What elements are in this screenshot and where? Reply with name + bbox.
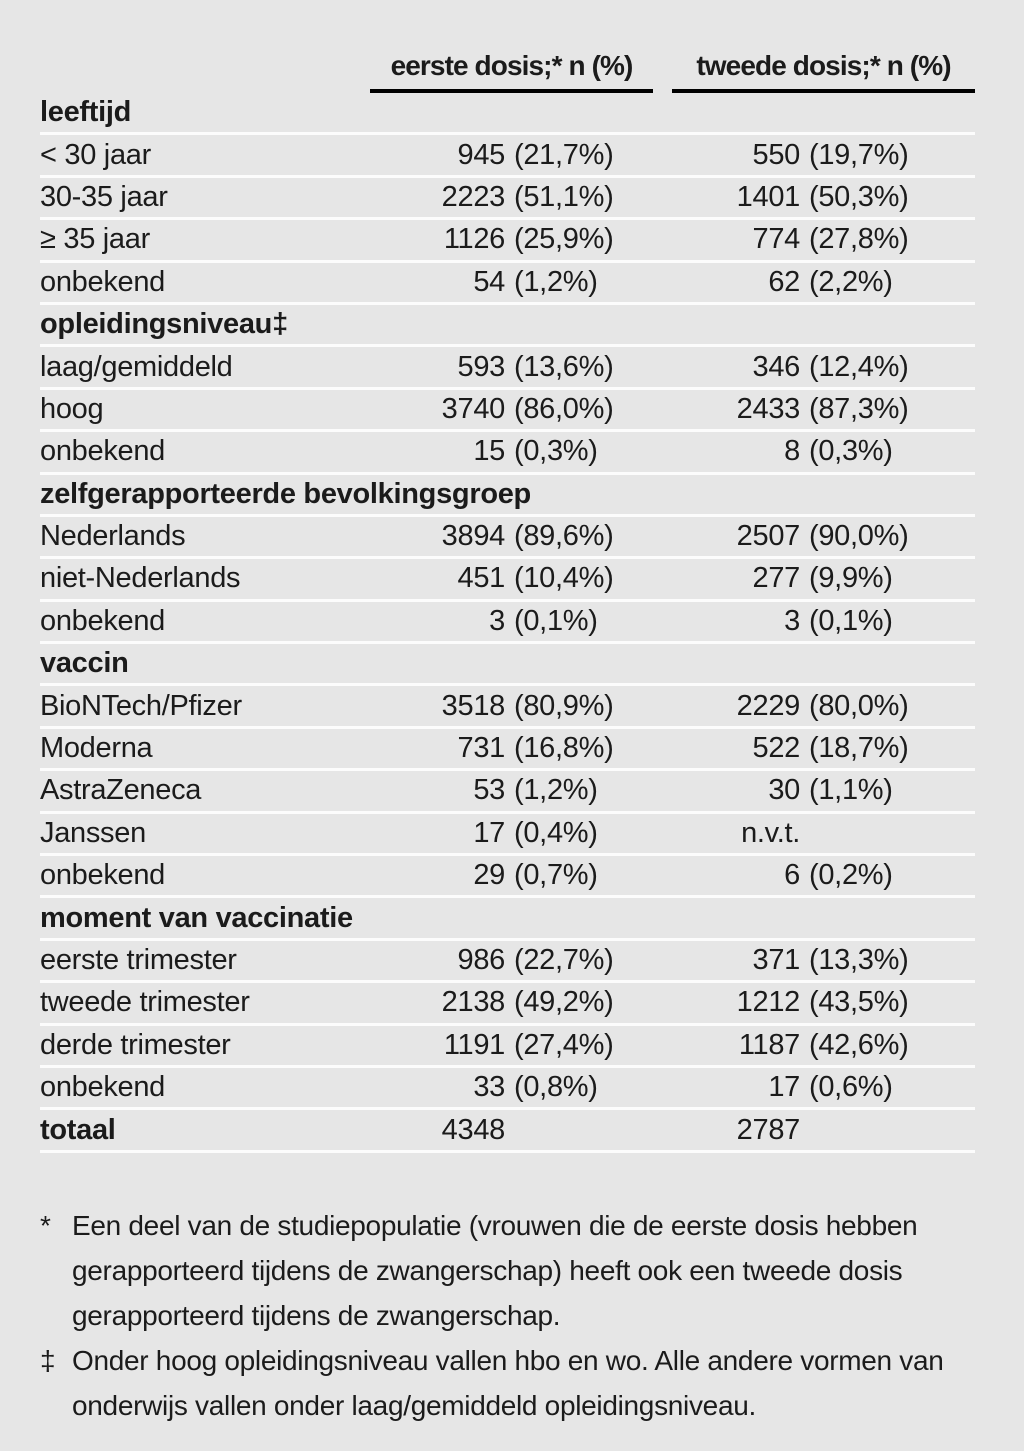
dose1-percent: (10,4%) xyxy=(514,562,614,595)
dose1-percent: (89,6%) xyxy=(514,520,614,553)
dose1-cell xyxy=(370,1114,653,1147)
dose1-percent: (0,7%) xyxy=(514,859,598,892)
dose1-percent: (49,2%) xyxy=(514,986,614,1019)
dose2-cell xyxy=(672,520,975,553)
dose1-cell xyxy=(370,817,653,850)
dose1-cell xyxy=(370,690,653,723)
dose1-count: 2223 xyxy=(441,180,505,213)
dose1-count: 1191 xyxy=(443,1028,505,1061)
dose2-cell xyxy=(672,435,975,468)
dose2-cell xyxy=(672,181,975,214)
dose1-count: 33 xyxy=(473,1071,505,1104)
dose1-percent: (25,9%) xyxy=(514,223,614,256)
dose2-count: 774 xyxy=(752,223,800,256)
row-label: laag/gemiddeld xyxy=(40,350,233,383)
dose2-percent: (0,2%) xyxy=(809,859,893,892)
row-label: eerste trimester xyxy=(40,944,237,976)
table-row xyxy=(40,390,975,432)
footnote xyxy=(40,1203,985,1338)
dose1-cell xyxy=(370,435,653,468)
section-header-row xyxy=(40,475,975,517)
footnote-line: gerapporteerd tijdens de zwangerschap) heeft ook een tweede dosis xyxy=(72,1255,903,1286)
dose1-percent: (1,2%) xyxy=(514,265,598,298)
section-label: zelfgerapporteerde bevolkingsgroep xyxy=(40,477,531,510)
table-body xyxy=(40,93,975,1153)
dose1-percent: (0,8%) xyxy=(514,1071,598,1104)
table-row xyxy=(40,432,975,474)
dose1-percent: (51,1%) xyxy=(514,180,614,213)
table-row xyxy=(40,602,975,644)
dose2-cell xyxy=(672,605,975,638)
row-label: derde trimester xyxy=(40,1028,231,1061)
dose1-cell xyxy=(370,393,653,426)
row-label: Nederlands xyxy=(40,520,186,553)
dose1-count: 731 xyxy=(457,732,505,765)
dose1-percent: (27,4%) xyxy=(514,1028,614,1061)
dose2-count: 2229 xyxy=(736,689,800,722)
row-label: niet-Nederlands xyxy=(40,562,241,595)
dose1-count: 3894 xyxy=(441,520,505,553)
row-label: Moderna xyxy=(40,732,153,765)
footnote-text xyxy=(72,1338,985,1428)
row-label: onbekend xyxy=(40,604,165,637)
row-label: BioNTech/Pfizer xyxy=(40,689,242,722)
table-row xyxy=(40,220,975,262)
dose2-count: 522 xyxy=(752,732,800,765)
row-label: ≥ 35 jaar xyxy=(40,223,150,256)
dose2-cell xyxy=(672,223,975,256)
dose2-count: 371 xyxy=(752,944,800,976)
table-row xyxy=(40,263,975,305)
total-dose1-count: 4348 xyxy=(441,1113,505,1146)
column-header-dose1: eerste dosis;* n (%) xyxy=(370,40,653,93)
dose2-count: 346 xyxy=(752,350,800,383)
dose1-percent: (21,7%) xyxy=(514,138,614,171)
dose2-count: 1187 xyxy=(738,1028,800,1061)
dose2-percent: (0,6%) xyxy=(809,1071,893,1104)
dose2-percent: (80,0%) xyxy=(809,689,909,722)
dose1-cell xyxy=(370,605,653,638)
dose1-count: 3740 xyxy=(441,392,505,425)
total-dose2-count: 2787 xyxy=(736,1113,800,1146)
dose1-cell xyxy=(370,181,653,214)
dose2-cell xyxy=(672,690,975,723)
dose2-count: 1401 xyxy=(736,180,800,213)
dose1-cell xyxy=(370,351,653,384)
dose2-count: n.v.t. xyxy=(741,816,800,849)
dose1-count: 29 xyxy=(473,859,505,892)
dose1-percent: (86,0%) xyxy=(514,392,614,425)
row-label: hoog xyxy=(40,392,104,425)
dose1-cell xyxy=(370,1071,653,1104)
dose2-percent: (13,3%) xyxy=(809,944,909,976)
dose1-count: 17 xyxy=(473,816,505,849)
dose2-count: 2507 xyxy=(736,520,800,553)
table-row xyxy=(40,517,975,559)
dose2-percent: (43,5%) xyxy=(809,986,909,1019)
dose1-count: 3 xyxy=(489,604,505,637)
dose1-cell xyxy=(370,562,653,595)
row-label: onbekend xyxy=(40,859,165,892)
dose1-cell xyxy=(370,774,653,807)
dose1-percent: (1,2%) xyxy=(514,774,598,807)
dose1-count: 54 xyxy=(473,265,505,298)
row-label: onbekend xyxy=(40,435,165,468)
table-row xyxy=(40,1068,975,1110)
section-header-row xyxy=(40,93,975,135)
footnote-line: gerapporteerd tijdens de zwangerschap. xyxy=(72,1300,561,1331)
table-row xyxy=(40,135,975,177)
footnotes xyxy=(40,1203,985,1428)
dose2-percent: (19,7%) xyxy=(809,138,909,171)
section-label: moment van vaccinatie xyxy=(40,901,353,934)
row-label: Janssen xyxy=(40,816,146,849)
table-row xyxy=(40,686,975,728)
row-label: tweede trimester xyxy=(40,986,250,1019)
table-row xyxy=(40,729,975,771)
dose2-cell xyxy=(672,1114,975,1147)
section-header-row xyxy=(40,305,975,347)
dose1-cell xyxy=(370,223,653,256)
dose2-count: 277 xyxy=(752,562,800,595)
column-header-dose2: tweede dosis;* n (%) xyxy=(672,40,975,93)
dose1-percent: (0,4%) xyxy=(514,816,598,849)
dose2-count: 550 xyxy=(752,138,800,171)
dose2-percent: (12,4%) xyxy=(809,350,909,383)
dose1-percent: (13,6%) xyxy=(514,350,614,383)
dose1-count: 3518 xyxy=(441,689,505,722)
total-row xyxy=(40,1110,975,1152)
footnote-line: Een deel van de studiepopulatie (vrouwen die de eerste dosis hebben xyxy=(72,1210,918,1241)
dose1-count: 945 xyxy=(457,138,505,171)
dose1-percent: (22,7%) xyxy=(514,944,614,976)
dose1-count: 986 xyxy=(457,944,505,976)
dose2-count: 8 xyxy=(784,435,800,468)
dose1-cell xyxy=(370,986,653,1019)
dose1-count: 2138 xyxy=(441,986,505,1019)
row-label: onbekend xyxy=(40,265,165,298)
dose2-percent: (90,0%) xyxy=(809,520,909,553)
dose1-percent: (0,3%) xyxy=(514,435,598,468)
table-row xyxy=(40,983,975,1025)
dose1-cell xyxy=(370,732,653,765)
dose2-percent: (9,9%) xyxy=(809,562,893,595)
dose1-count: 15 xyxy=(473,435,505,468)
dose2-count: 3 xyxy=(784,604,800,637)
row-label: 30-35 jaar xyxy=(40,180,168,213)
dose1-cell xyxy=(370,944,653,977)
dose2-percent: (2,2%) xyxy=(809,265,893,298)
row-label: AstraZeneca xyxy=(40,774,202,807)
dose2-count: 62 xyxy=(768,265,800,298)
dose2-cell xyxy=(672,732,975,765)
dose1-cell xyxy=(370,266,653,299)
dose2-count: 30 xyxy=(768,774,800,807)
dose2-cell xyxy=(672,817,975,850)
table-row xyxy=(40,771,975,813)
footnote xyxy=(40,1338,985,1428)
section-header-row xyxy=(40,898,975,940)
dose1-cell xyxy=(370,139,653,172)
dose2-cell xyxy=(672,562,975,595)
dose2-percent: (0,3%) xyxy=(809,435,893,468)
dose2-percent: (27,8%) xyxy=(809,223,909,256)
table-row xyxy=(40,347,975,389)
footnote-text xyxy=(72,1203,985,1338)
table-row xyxy=(40,178,975,220)
dose1-cell xyxy=(370,520,653,553)
dose2-percent: (50,3%) xyxy=(809,180,909,213)
footnote-marker: * xyxy=(40,1210,51,1241)
section-label: vaccin xyxy=(40,647,129,680)
dose2-cell xyxy=(672,986,975,1019)
section-label: opleidingsniveau‡ xyxy=(40,308,288,341)
dose1-count: 451 xyxy=(457,562,505,595)
row-label: onbekend xyxy=(40,1071,165,1104)
section-header-row xyxy=(40,644,975,686)
dose2-cell xyxy=(672,351,975,384)
dose2-cell xyxy=(672,266,975,299)
table-row xyxy=(40,1026,975,1068)
dose1-percent: (80,9%) xyxy=(514,689,614,722)
dose2-cell xyxy=(672,1071,975,1104)
dose1-count: 53 xyxy=(473,774,505,807)
row-label: < 30 jaar xyxy=(40,138,151,171)
dose2-percent: (1,1%) xyxy=(809,774,893,807)
table-header xyxy=(40,40,975,93)
dose1-percent: (0,1%) xyxy=(514,604,598,637)
table-row xyxy=(40,814,975,856)
table-row xyxy=(40,856,975,898)
dose2-cell xyxy=(672,139,975,172)
dose1-cell xyxy=(370,859,653,892)
dose2-cell xyxy=(672,1029,975,1062)
dose1-percent: (16,8%) xyxy=(514,732,614,765)
dose2-count: 6 xyxy=(784,859,800,892)
dose2-percent: (42,6%) xyxy=(809,1028,909,1061)
table-row xyxy=(40,559,975,601)
dose2-cell xyxy=(672,944,975,977)
dose1-cell xyxy=(370,1029,653,1062)
footnote-line: onderwijs vallen onder laag/gemiddeld opleidingsniveau. xyxy=(72,1390,756,1421)
total-label: totaal xyxy=(40,1113,116,1146)
footnote-line: Onder hoog opleidingsniveau vallen hbo en wo. Alle andere vormen van xyxy=(72,1345,944,1376)
dose2-cell xyxy=(672,859,975,892)
table-row xyxy=(40,941,975,983)
dose2-count: 17 xyxy=(768,1071,800,1104)
dose2-percent: (18,7%) xyxy=(809,732,909,765)
dose2-count: 2433 xyxy=(736,392,800,425)
dose2-cell xyxy=(672,774,975,807)
dose1-count: 593 xyxy=(457,350,505,383)
section-label: leeftijd xyxy=(40,96,132,129)
demographics-table xyxy=(40,40,975,1153)
dose2-percent: (87,3%) xyxy=(809,392,909,425)
footnote-marker: ‡ xyxy=(40,1345,56,1376)
dose2-cell xyxy=(672,393,975,426)
dose2-count: 1212 xyxy=(736,986,800,1019)
dose1-count: 1126 xyxy=(443,223,505,256)
dose2-percent: (0,1%) xyxy=(809,604,893,637)
